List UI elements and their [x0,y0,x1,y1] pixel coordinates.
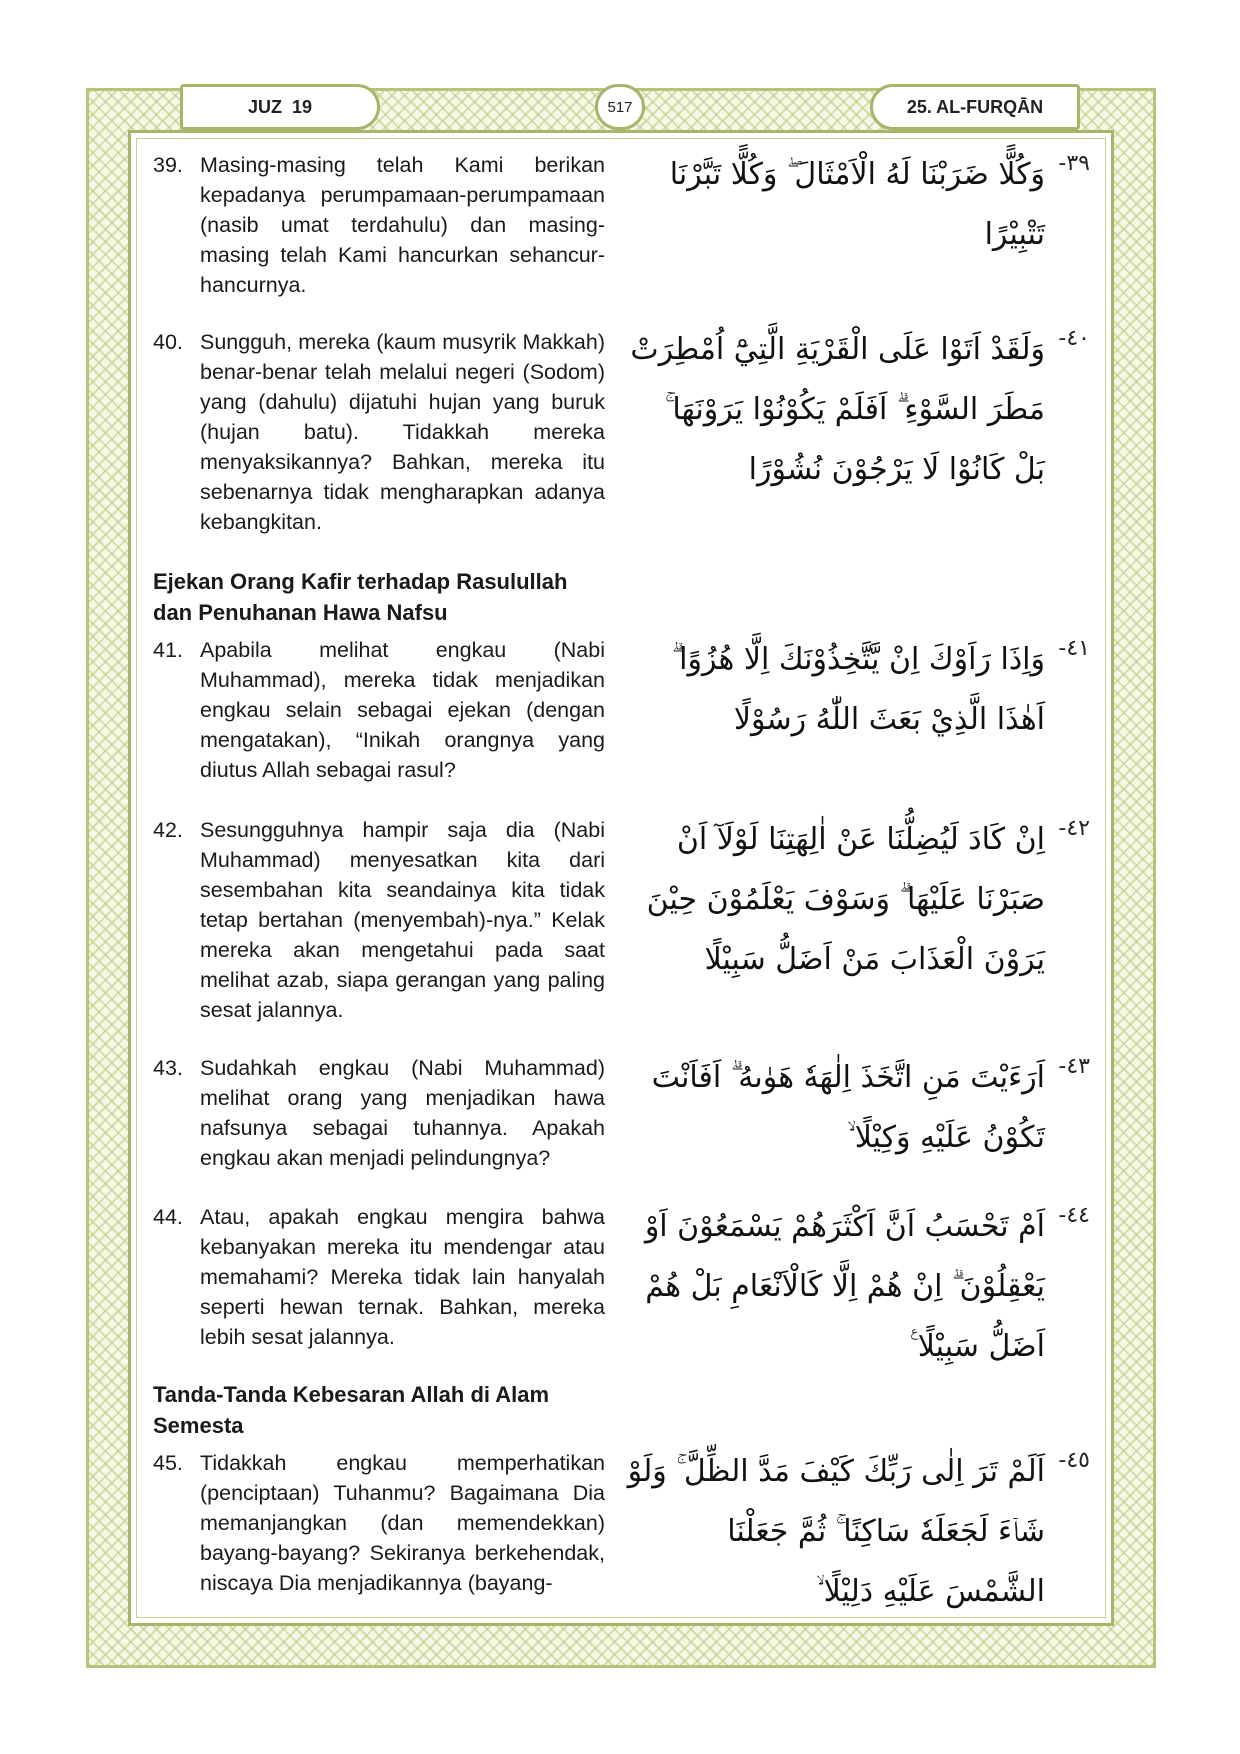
verse-number: 45. [153,1451,183,1475]
translation-39 [150,150,605,300]
ayah-text: اَمْ تَحْسَبُ اَنَّ اَكْثَرَهُمْ يَسْمَعُوْنَ اَوْ يَعْقِلُوْنَ ۗ اِنْ هُمْ اِلَّا كَالْاَنْعَامِ بَلْ هُمْ اَضَلُّ سَبِيْلًا ࣖ [644,1209,1045,1364]
ayah-text: اَرَءَيْتَ مَنِ اتَّخَذَ اِلٰهَهٗ هَوٰىهُ ۗ اَفَاَنْتَ تَكُوْنُ عَلَيْهِ وَكِيْلًا ۙ [651,1060,1045,1155]
translation-41 [150,635,605,785]
verse-number: 41. [153,638,183,662]
ayah-text: اِنْ كَادَ لَيُضِلُّنَا عَنْ اٰلِهَتِنَا لَوْلَآ اَنْ صَبَرْنَا عَلَيْهَا ۗ وَسَوْفَ يَعْلَمُوْنَ حِيْنَ يَرَوْنَ الْعَذَابَ مَنْ اَضَلُّ سَبِيْلًا [646,822,1045,977]
surah-label [870,84,1080,130]
verse-translation: Masing-masing telah Kami berikan kepadanya perumpamaan-perumpamaan (nasib umat terdahulu) dan masing-masing telah Kami hancurkan sehancur-hancurnya. [200,153,605,297]
verse-number: 43. [153,1056,183,1080]
translation-42 [150,815,605,1025]
verse-translation: Sudahkah engkau (Nabi Muhammad) melihat orang yang menjadikan hawa nafsunya sebagai tuhannya. Apakah engkau akan menjadi pelindungnya? [200,1056,605,1170]
verse-number: 39. [153,153,183,177]
ayah-number: ٤٤- [1058,1203,1090,1228]
ayah-39 [625,145,1090,265]
verse-translation: Apabila melihat engkau (Nabi Muhammad), mereka tidak menjadikan engkau selain sebagai ejekan (dengan mengatakan), “Inikah orangnya yang diutus Allah sebagai rasul? [200,638,605,782]
ayah-number: ٤٣- [1058,1054,1090,1079]
verse-number: 40. [153,330,183,354]
surah-text: 25. AL-FURQĀN [906,96,1044,117]
section-heading: Ejekan Orang Kafir terhadap Rasulullah dan Penuhanan Hawa Nafsu [153,569,568,625]
verse-translation: Sesungguhnya hampir saja dia (Nabi Muhammad) menyesatkan kita dari sesembahan kita seandainya kita tidak tetap bertahan (menyembah)-nya.” Kelak mereka akan mengetahui pada saat melihat azab, siapa gerangan yang paling sesat jalannya. [200,818,605,1022]
ayah-number: ٤٠- [1058,326,1090,351]
juz-text: JUZ 19 [247,96,313,117]
verse-translation: Tidakkah engkau memperhatikan (penciptaan) Tuhanmu? Bagaimana Dia memanjangkan (dan memendekkan) bayang-bayang? Sekiranya berkehendak, niscaya Dia menjadikannya (bayang- [200,1451,605,1595]
verse-number: 42. [153,818,183,842]
verse-translation: Atau, apakah engkau mengira bahwa kebanyakan mereka itu mendengar atau memahami? Mereka tidak lain hanyalah seperti hewan ternak. Bahkan, mereka lebih sesat jalannya. [200,1205,605,1349]
ayah-number: ٣٩- [1058,151,1090,176]
ayah-42 [625,810,1090,990]
ayah-number: ٤٥- [1058,1448,1090,1473]
translation-43 [150,1053,605,1173]
ayah-44 [625,1197,1090,1377]
page-number [595,84,645,130]
ayah-text: وَلَقَدْ اَتَوْا عَلَى الْقَرْيَةِ الَّتِيْٓ اُمْطِرَتْ مَطَرَ السَّوْءِ ۗ اَفَلَمْ يَكُوْنُوْا يَرَوْنَهَا ۚ بَلْ كَانُوْا لَا يَرْجُوْنَ نُشُوْرًا [630,332,1045,487]
page-content [150,145,1090,1609]
section-heading: Tanda-Tanda Kebesaran Allah di Alam Semesta [153,1382,550,1438]
verse-number: 44. [153,1205,183,1229]
translation-45 [150,1448,605,1598]
ayah-45 [625,1442,1090,1622]
translation-44 [150,1202,605,1352]
translation-40 [150,327,605,537]
ayah-41 [625,630,1090,750]
ayah-40 [625,320,1090,500]
ayah-number: ٤٢- [1058,816,1090,841]
verse-translation: Sungguh, mereka (kaum musyrik Makkah) benar-benar telah melalui negeri (Sodom) yang (dahulu) dijatuhi hujan yang buruk (hujan batu). Tidakkah mereka menyaksikannya? Bahkan, mereka itu sebenarnya tidak mengharapkan adanya kebangkitan. [200,330,605,534]
ayah-number: ٤١- [1058,636,1090,661]
ayah-text: وَاِذَا رَاَوْكَ اِنْ يَّتَّخِذُوْنَكَ اِلَّا هُزُوًا ۗ اَهٰذَا الَّذِيْ بَعَثَ اللّٰهُ رَسُوْلًا [671,642,1045,737]
ayah-text: وَكُلًّا ضَرَبْنَا لَهُ الْاَمْثَالَ ۖ وَكُلًّا تَبَّرْنَا تَتْبِيْرًا [669,157,1045,252]
juz-label [180,84,380,130]
page-number-text: 517 [607,98,633,116]
ayah-43 [625,1048,1090,1168]
ayah-text: اَلَمْ تَرَ اِلٰى رَبِّكَ كَيْفَ مَدَّ الظِّلَّ ۚ وَلَوْ شَاۤءَ لَجَعَلَهٗ سَاكِنًا ۚ ثُمَّ جَعَلْنَا الشَّمْسَ عَلَيْهِ دَلِيْلًا ۙ [627,1454,1045,1609]
